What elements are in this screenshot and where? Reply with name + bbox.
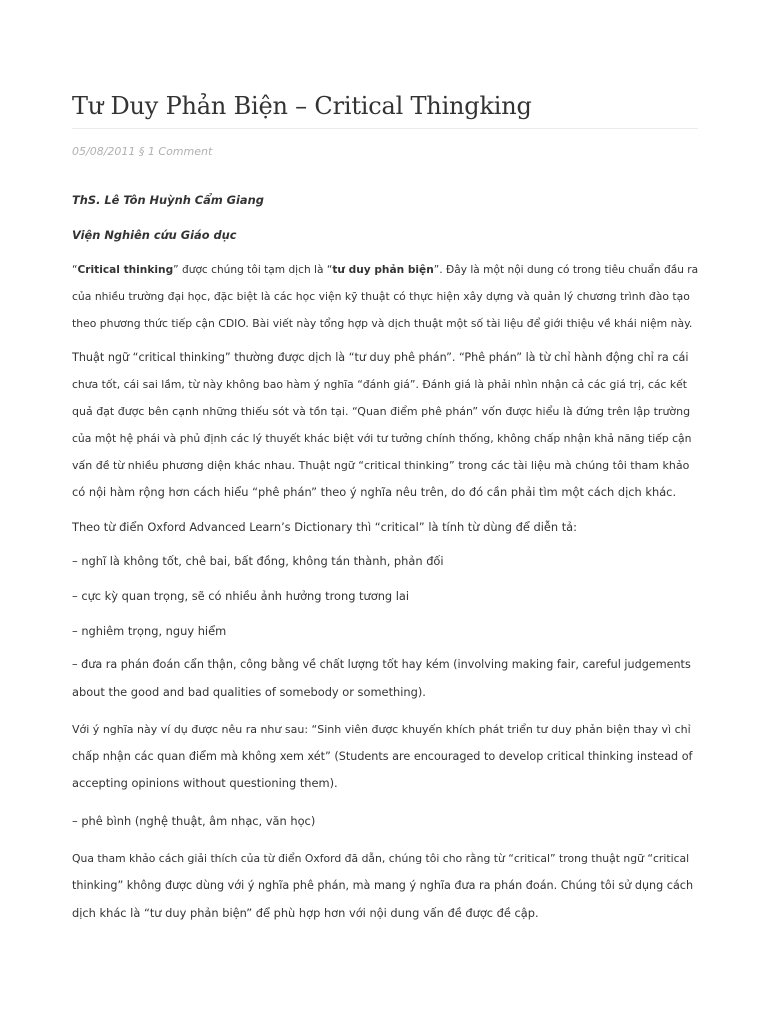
paragraph-line: accepting opinions without questioning them).	[72, 776, 338, 790]
paragraph-line	[72, 263, 698, 277]
list-item: about the good and bad qualities of somebody or something).	[72, 685, 426, 699]
comments-link[interactable]: 1 Comment	[147, 145, 213, 158]
post-date-link[interactable]: 05/08/2011	[72, 145, 136, 158]
paragraph-line: Qua tham khảo cách giải thích của từ điển Oxford đã dẫn, chúng tôi cho rằng từ “critical” trong thuật ngữ “critical	[72, 852, 690, 865]
paragraph-line: chấp nhận các quan điểm mà không xem xét” (Students are encouraged to develop critical thinking instead of	[72, 750, 693, 763]
title-divider	[72, 128, 698, 129]
paragraph-line: Theo từ điển Oxford Advanced Learn’s Dictionary thì “critical” là tính từ dùng để diễn tả:	[72, 520, 577, 534]
paragraph-line: có nội hàm rộng hơn cách hiểu “phê phán” theo ý nghĩa nêu trên, do đó cần phải tìm một cách dịch khác.	[72, 485, 677, 499]
meta-separator: §	[138, 145, 145, 158]
list-item: – phê bình (nghệ thuật, âm nhạc, văn học)	[72, 814, 316, 828]
paragraph-line: vấn đề từ nhiều phương diện khác nhau. Thuật ngữ “critical thinking” trong các tài liệu mà chúng tôi tham khảo	[72, 459, 690, 472]
paragraph-line: chưa tốt, cái sai lầm, từ này không bao hàm ý nghĩa “đánh giá”. Đánh giá là phải nhìn nhận cả các giá trị, các kết	[72, 378, 688, 391]
paragraph-line: thinking” không được dùng với ý nghĩa phê phán, mà mang ý nghĩa đưa ra phán đoán. Chúng tôi sử dụng cách	[72, 879, 694, 892]
list-item: – nghiêm trọng, nguy hiểm	[72, 624, 227, 638]
paragraph-line: của một hệ phái và phủ định các lý thuyết khác biệt với tư tưởng chính thống, không chấp nhận khả năng tiếp cận	[72, 432, 692, 445]
list-item: – đưa ra phán đoán cẩn thận, công bằng về chất lượng tốt hay kém (involving making fair, careful judgements	[72, 658, 691, 671]
paragraph-line: Với ý nghĩa này ví dụ được nêu ra như sau: “Sinh viên được khuyến khích phát triển tư duy phản biện thay vì chỉ	[72, 723, 691, 736]
post-title[interactable]: Tư Duy Phản Biện – Critical Thingking	[72, 92, 532, 120]
post-meta	[72, 145, 212, 158]
term-tu-duy-phan-bien: tư duy phản biện	[332, 264, 434, 276]
paragraph-line: theo phương thức tiếp cận CDIO. Bài viết này tổng hợp và dịch thuật một số tài liệu để giới thiệu về khái niệm này.	[72, 317, 693, 330]
quote-open: “	[72, 264, 78, 276]
list-item: – cực kỳ quan trọng, sẽ có nhiều ảnh hưởng trong tương lai	[72, 589, 410, 603]
term-critical-thinking: Critical thinking	[77, 264, 174, 276]
paragraph-line: Thuật ngữ “critical thinking” thường được dịch là “tư duy phê phán”. “Phê phán” là từ chỉ hành động chỉ ra cái	[72, 351, 689, 364]
paragraph-line: dịch khác là “tư duy phản biện” để phù hợp hơn với nội dung vấn đề được đề cập.	[72, 906, 539, 920]
text-span: ”. Đây là một nội dung có trong tiêu chuẩn đầu ra	[433, 264, 699, 276]
list-item: – nghĩ là không tốt, chê bai, bất đồng, không tán thành, phản đối	[72, 554, 444, 568]
paragraph-line: quả đạt được bên cạnh những thiếu sót và tồn tại. “Quan điểm phê phán” vốn được hiểu là đứng trên lập trường	[72, 405, 691, 418]
author-institute: Viện Nghiên cứu Giáo dục	[72, 228, 237, 242]
text-span: ” được chúng tôi tạm dịch là “	[173, 264, 333, 276]
paragraph-line: của nhiều trường đại học, đặc biệt là các học viện kỹ thuật có thực hiện xây dựng và quản lý chương trình đào tạo	[72, 290, 690, 303]
author-name: ThS. Lê Tôn Huỳnh Cẩm Giang	[72, 193, 264, 207]
